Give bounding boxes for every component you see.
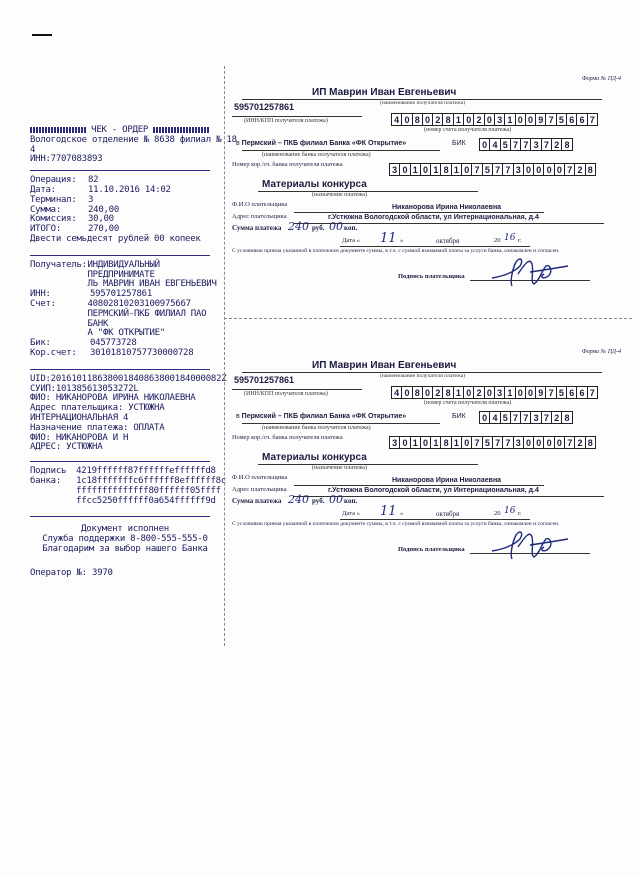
signature-label: Подпись плательщика xyxy=(398,546,465,553)
payer-address-short: АДРЕС: УСТЮЖНА xyxy=(30,442,103,453)
digit-box: 7 xyxy=(510,138,521,151)
digit-box: 0 xyxy=(523,436,534,449)
underline xyxy=(242,423,440,424)
sum-kop: 00 xyxy=(329,220,343,233)
digit-box: 0 xyxy=(479,138,490,151)
digit-box: 6 xyxy=(576,113,587,126)
digit-box: 4 xyxy=(489,138,500,151)
uid: UID:201610118638001840863800184000082Z xyxy=(30,373,227,384)
digit-box: 4 xyxy=(391,386,402,399)
thanks-line: Благодарим за выбор нашего Банка xyxy=(42,543,208,554)
recipient-label: Получатель: xyxy=(30,259,87,270)
date-year: 16 xyxy=(504,506,516,516)
scan-mark xyxy=(32,34,52,36)
payer-signature xyxy=(490,525,570,561)
account-boxes xyxy=(392,113,598,126)
payment-purpose: Материалы конкурса xyxy=(262,452,367,463)
digit-box: 4 xyxy=(391,113,402,126)
rub-label: руб. xyxy=(312,224,325,232)
payment-purpose: Материалы конкурса xyxy=(262,179,367,190)
digit-box: 3 xyxy=(513,163,524,176)
bank-inn: ИНН:7707083893 xyxy=(30,154,103,165)
recipient-caption: (наименование получателя платежа) xyxy=(380,100,466,106)
form-number: Форма № ПД-4 xyxy=(581,76,621,82)
account-row xyxy=(30,300,226,339)
kor-label: Номер кор./сч. банка получателя платежа xyxy=(232,434,343,441)
commission-label: Комиссия: xyxy=(30,214,77,225)
digit-box: 0 xyxy=(461,163,472,176)
bank-signature-label: Подпись банка: xyxy=(30,466,67,486)
form-number: Форма № ПД-4 xyxy=(581,349,621,355)
recipient-row xyxy=(30,261,226,290)
digit-box: 7 xyxy=(520,138,531,151)
divider xyxy=(30,461,210,462)
receipt-title: ЧЕК - ОРДЕР xyxy=(91,125,149,135)
digit-box: 1 xyxy=(453,113,464,126)
digit-box: 0 xyxy=(523,163,534,176)
digit-box: 7 xyxy=(520,411,531,424)
payment-form-receipt xyxy=(232,345,627,585)
date-year-prefix: 20 xyxy=(494,510,501,517)
bank-signature-value: 4219ffffff87ffffffeffffffd8 1c18fffffffc6ffffff8effffff8c ffffffffffffff80ffffff05ffff ffcc5250ffffff0a654ffffff9d xyxy=(76,466,226,506)
underline xyxy=(294,212,544,213)
digit-box: 1 xyxy=(410,163,421,176)
bank-name: Пермский – ПКБ филиал Банка «ФК Открытие» xyxy=(241,140,407,147)
digit-box: 9 xyxy=(535,386,546,399)
digit-box: 1 xyxy=(453,386,464,399)
digit-box: 7 xyxy=(492,163,503,176)
underline xyxy=(258,464,478,465)
account-caption: (номер счета получателя платежа) xyxy=(424,127,512,133)
digit-box: 0 xyxy=(543,436,554,449)
digit-box: 0 xyxy=(533,163,544,176)
digit-box: 1 xyxy=(451,163,462,176)
underline xyxy=(242,150,440,151)
operator-number: Оператор №: 3970 xyxy=(30,567,113,578)
kor-value: 30101810757730000728 xyxy=(90,347,194,358)
digit-box: 7 xyxy=(545,386,556,399)
bank-prefix: в xyxy=(236,413,240,420)
digit-box: 3 xyxy=(530,411,541,424)
digit-box: 7 xyxy=(587,113,598,126)
underline xyxy=(232,116,362,117)
date-year: 16 xyxy=(504,233,516,243)
digit-box: 0 xyxy=(533,436,544,449)
digit-box: 3 xyxy=(513,436,524,449)
inn-value: 595701257861 xyxy=(234,375,295,385)
terms-text: С условиями приема указанной в платежном документе суммы, в т.ч. с суммой взимаемой платы за услуги банка, ознакомлен и согласен. xyxy=(232,248,560,254)
bik-label: Бик: xyxy=(30,338,51,349)
digit-box: 7 xyxy=(510,411,521,424)
total-label: ИТОГО: xyxy=(30,224,62,235)
address-value: г.Устюжна Вологодской области, ул Интернациональная, д.4 xyxy=(328,214,539,221)
bik-value: 045773728 xyxy=(90,338,137,349)
digit-box: 9 xyxy=(535,113,546,126)
quote-close: » xyxy=(400,237,404,244)
digit-box: 2 xyxy=(473,386,484,399)
digit-box: 0 xyxy=(515,113,526,126)
digit-box: 8 xyxy=(442,386,453,399)
digit-box: 7 xyxy=(545,113,556,126)
digit-box: 0 xyxy=(401,386,412,399)
digit-box: 2 xyxy=(551,138,562,151)
digit-box: 3 xyxy=(389,436,400,449)
date-value: 11.10.2016 14:02 xyxy=(88,184,171,195)
payer-fio-short: ФИО: НИКАНОРОВА И Н xyxy=(30,432,129,443)
digit-box: 1 xyxy=(504,386,515,399)
digit-box: 0 xyxy=(484,113,495,126)
date-label: Дата « xyxy=(342,510,360,517)
digit-box: 1 xyxy=(504,113,515,126)
operation-label: Операция: xyxy=(30,175,77,186)
digit-box: 7 xyxy=(564,436,575,449)
address-value: г.Устюжна Вологодской области, ул Интернациональная, д.4 xyxy=(328,487,539,494)
bank-line xyxy=(236,140,406,147)
kop-label: коп. xyxy=(344,497,358,505)
inn-value: 595701257861 xyxy=(90,289,153,300)
quote-close: » xyxy=(400,510,404,517)
commission-value: 30,00 xyxy=(88,214,114,225)
kor-boxes xyxy=(390,163,596,176)
date-year-suffix: г. xyxy=(518,510,522,517)
digit-box: 5 xyxy=(556,113,567,126)
support-line: Служба поддержки 8-800-555-555-0 xyxy=(42,534,208,545)
suip: СУИП:101385613053272L xyxy=(30,383,139,394)
digit-box: 2 xyxy=(432,386,443,399)
divider xyxy=(30,369,210,370)
digit-box: 0 xyxy=(543,163,554,176)
kop-label: коп. xyxy=(344,224,358,232)
digit-box: 0 xyxy=(461,436,472,449)
digit-box: 3 xyxy=(494,386,505,399)
digit-box: 7 xyxy=(471,436,482,449)
terminal-label: Терминал: xyxy=(30,194,77,205)
digit-box: 8 xyxy=(412,113,423,126)
digit-box: 3 xyxy=(530,138,541,151)
payer-address-cont: ИНТЕРНАЦИОНАЛЬНАЯ 4 xyxy=(30,412,129,423)
underline xyxy=(340,246,530,247)
digit-box: 2 xyxy=(574,436,585,449)
digit-box: 0 xyxy=(401,113,412,126)
purpose-caption: (назначение платежа) xyxy=(312,465,367,471)
digit-box: 1 xyxy=(430,436,441,449)
digit-box: 0 xyxy=(515,386,526,399)
bank-signature-row xyxy=(30,467,226,506)
account-label: Счет: xyxy=(30,298,56,309)
sum-label: Сумма: xyxy=(30,204,62,215)
fio-label: Ф.И.О плательщика xyxy=(232,201,288,208)
digit-box: 2 xyxy=(574,163,585,176)
fio-value: Никанорова Ирина Николаевна xyxy=(392,204,502,211)
document-executed: Документ исполнен xyxy=(81,524,169,535)
digit-box: 7 xyxy=(492,436,503,449)
recipient-value: ИНДИВИДУАЛЬНЫЙ ПРЕДПРИНИМАТЕ ЛЬ МАВРИН ИВАН ЕВГЕНЬЕВИЧ xyxy=(87,259,217,290)
digit-box: 0 xyxy=(399,163,410,176)
address-label: Адрес плательщика xyxy=(232,486,287,493)
payment-form-notice xyxy=(232,72,627,312)
recipient-name: ИП Маврин Иван Евгеньевич xyxy=(312,360,457,371)
fio-value: Никанорова Ирина Николаевна xyxy=(392,477,502,484)
digit-box: 8 xyxy=(585,163,596,176)
bank-caption: (наименование банка получателя платежа) xyxy=(262,152,371,158)
recipient-caption: (наименование получателя платежа) xyxy=(380,373,466,379)
terminal-value: 3 xyxy=(88,194,94,205)
kor-boxes xyxy=(390,436,596,449)
digit-box: 2 xyxy=(551,411,562,424)
date-day: 11 xyxy=(380,504,397,519)
payer-address: Адрес плательщика: УСТЮЖНА xyxy=(30,403,165,414)
barcode-left xyxy=(30,127,86,133)
digit-box: 0 xyxy=(479,411,490,424)
date-year-suffix: г. xyxy=(518,237,522,244)
rub-label: руб. xyxy=(312,497,325,505)
signature-label: Подпись плательщика xyxy=(398,273,465,280)
digit-box: 6 xyxy=(566,386,577,399)
underline xyxy=(294,485,544,486)
bik-label: БИК xyxy=(452,140,466,147)
total-value: 270,00 xyxy=(88,224,120,235)
digit-box: 7 xyxy=(502,436,513,449)
date-label: Дата « xyxy=(342,237,360,244)
digit-box: 7 xyxy=(502,163,513,176)
barcode-right xyxy=(153,127,209,133)
payer-signature xyxy=(490,252,570,288)
date-year-prefix: 20 xyxy=(494,237,501,244)
recipient-name: ИП Маврин Иван Евгеньевич xyxy=(312,87,457,98)
sum-label: Сумма платежа xyxy=(232,224,282,232)
address-label: Адрес плательщика xyxy=(232,213,287,220)
date-month: октября xyxy=(436,510,460,518)
inn-label: ИНН: xyxy=(30,289,51,300)
digit-box: 0 xyxy=(463,113,474,126)
bank-caption: (наименование банка получателя платежа) xyxy=(262,425,371,431)
digit-box: 6 xyxy=(566,113,577,126)
digit-box: 3 xyxy=(389,163,400,176)
underline xyxy=(258,191,478,192)
account-boxes xyxy=(392,386,598,399)
digit-box: 0 xyxy=(420,163,431,176)
sum-value: 240,00 xyxy=(88,204,120,215)
digit-box: 0 xyxy=(525,113,536,126)
operation-value: 82 xyxy=(88,175,99,186)
digit-box: 7 xyxy=(564,163,575,176)
bik-boxes xyxy=(480,411,573,424)
digit-box: 0 xyxy=(463,386,474,399)
sum-kop: 00 xyxy=(329,493,343,506)
digit-box: 5 xyxy=(482,436,493,449)
digit-box: 7 xyxy=(587,386,598,399)
digit-box: 8 xyxy=(442,113,453,126)
digit-box: 6 xyxy=(576,386,587,399)
digit-box: 0 xyxy=(484,386,495,399)
kor-row xyxy=(30,349,226,359)
digit-box: 1 xyxy=(430,163,441,176)
digit-box: 1 xyxy=(451,436,462,449)
account-caption: (номер счета получателя платежа) xyxy=(424,400,512,406)
digit-box: 1 xyxy=(410,436,421,449)
inn-caption: (ИНН/КПП получателя платежа) xyxy=(244,118,328,124)
account-value: 40802810203100975667 ПЕРМСКИЙ-ПКБ ФИЛИАЛ ПАО БАНК А "ФК ОТКРЫТИЕ" xyxy=(87,298,207,339)
branch: Вологодское отделение № 8638 филиал № 18 xyxy=(30,134,237,145)
digit-box: 2 xyxy=(432,113,443,126)
digit-box: 8 xyxy=(585,436,596,449)
sum-rub: 240 xyxy=(288,220,309,233)
sum-rub: 240 xyxy=(288,493,309,506)
bank-receipt xyxy=(30,125,237,578)
underline xyxy=(232,389,362,390)
digit-box: 7 xyxy=(541,138,552,151)
date-month: октября xyxy=(436,237,460,245)
digit-box: 5 xyxy=(556,386,567,399)
divider xyxy=(30,516,210,517)
digit-box: 8 xyxy=(440,163,451,176)
digit-box: 0 xyxy=(554,163,565,176)
purpose-caption: (назначение платежа) xyxy=(312,192,367,198)
bank-line xyxy=(236,413,406,420)
digit-box: 0 xyxy=(554,436,565,449)
divider xyxy=(30,170,210,171)
cut-line-vertical xyxy=(224,66,225,646)
digit-box: 0 xyxy=(525,386,536,399)
bik-label: БИК xyxy=(452,413,466,420)
divider xyxy=(30,255,210,256)
digit-box: 8 xyxy=(561,411,572,424)
payment-purpose: Назначение платежа: ОПЛАТА xyxy=(30,422,165,433)
fio-label: Ф.И.О плательщика xyxy=(232,474,288,481)
digit-box: 8 xyxy=(561,138,572,151)
digit-box: 0 xyxy=(420,436,431,449)
digit-box: 8 xyxy=(440,436,451,449)
inn-value: 595701257861 xyxy=(234,102,295,112)
sum-label: Сумма платежа xyxy=(232,497,282,505)
amount-in-words: Двести семьдесят рублей 00 копеек xyxy=(30,233,201,244)
digit-box: 7 xyxy=(471,163,482,176)
bank-prefix: в xyxy=(236,140,240,147)
digit-box: 0 xyxy=(422,113,433,126)
bank-name: Пермский – ПКБ филиал Банка «ФК Открытие» xyxy=(241,413,407,420)
digit-box: 0 xyxy=(422,386,433,399)
branch-cont: 4 xyxy=(30,144,36,155)
digit-box: 5 xyxy=(500,138,511,151)
underline xyxy=(340,519,530,520)
terms-text: С условиями приема указанной в платежном документе суммы, в т.ч. с суммой взимаемой платы за услуги банка, ознакомлен и согласен. xyxy=(232,521,560,527)
date-label: Дата: xyxy=(30,184,56,195)
digit-box: 7 xyxy=(541,411,552,424)
bik-boxes xyxy=(480,138,573,151)
cut-line-horizontal xyxy=(224,318,632,319)
digit-box: 4 xyxy=(489,411,500,424)
digit-box: 5 xyxy=(500,411,511,424)
digit-box: 5 xyxy=(482,163,493,176)
digit-box: 2 xyxy=(473,113,484,126)
digit-box: 8 xyxy=(412,386,423,399)
inn-caption: (ИНН/КПП получателя платежа) xyxy=(244,391,328,397)
digit-box: 3 xyxy=(494,113,505,126)
kor-label: Номер кор./сч. банка получателя платежа xyxy=(232,161,343,168)
payer-fio: ФИО: НИКАНОРОВА ИРИНА НИКОЛАЕВНА xyxy=(30,393,196,404)
kor-label: Кор.счет: xyxy=(30,347,77,358)
digit-box: 0 xyxy=(399,436,410,449)
date-day: 11 xyxy=(380,231,397,246)
